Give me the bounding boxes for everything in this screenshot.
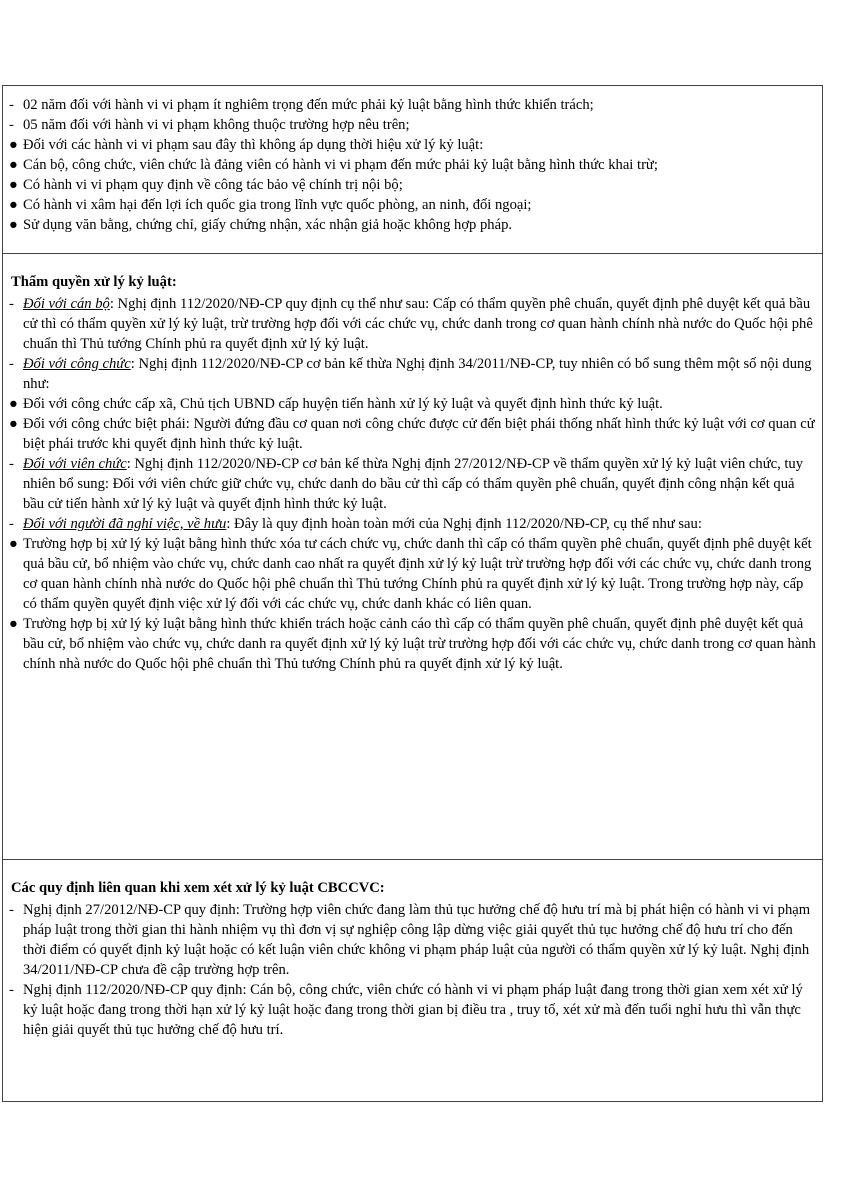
list-item	[3, 414, 822, 454]
list-marker: -	[9, 456, 14, 472]
section-heading: Các quy định liên quan khi xem xét xử lý kỷ luật CBCCVC:	[11, 880, 385, 896]
list-marker: -	[9, 97, 14, 113]
list-item	[3, 215, 822, 235]
list-item-text: Đối với công chức cấp xã, Chủ tịch UBND cấp huyện tiến hành xử lý kỷ luật và quyết định hình thức kỷ luật.	[23, 396, 663, 412]
list-item	[3, 175, 822, 195]
section-2-content	[3, 254, 822, 674]
list-item	[3, 195, 822, 215]
list-item-text: Trường hợp bị xử lý kỷ luật bằng hình thức khiển trách hoặc cảnh cáo thì cấp có thẩm quyền phê chuẩn, quyết định phê duyệt kết quả bầu cử, bổ nhiệm vào chức vụ, chức danh ra quyết định xử lý kỷ luật trừ trường hợp đối với các chức vụ, chức danh trong cơ quan hành chính nhà nước do Quốc hội phê chuẩn thì Thủ tướng Chính phủ ra quyết định xử lý kỷ luật.	[23, 616, 816, 672]
list-marker: -	[9, 902, 14, 918]
list-marker: ●	[9, 197, 18, 213]
document-box	[2, 85, 823, 1102]
list-marker: -	[9, 516, 14, 532]
list-item	[3, 354, 822, 394]
section-statute-of-limitations	[3, 86, 822, 254]
list-marker: -	[9, 296, 14, 312]
list-marker: -	[9, 982, 14, 998]
list-item	[3, 95, 822, 115]
list-item-label: Đối với cán bộ	[23, 296, 110, 312]
list-item-text: Trường hợp bị xử lý kỷ luật bằng hình thức xóa tư cách chức vụ, chức danh thì cấp có thẩm quyền phê chuẩn, quyết định phê duyệt kết quả bầu cử, bổ nhiệm vào chức vụ, chức danh cao nhất ra quyết định xử lý kỷ luật trừ trường hợp đối với các chức vụ, chức danh trong cơ quan hành chính nhà nước do Quốc hội phê chuẩn thì Thủ tướng Chính phủ ra quyết định xử lý kỷ luật. Trong trường hợp này, cấp có thẩm quyền quyết định việc xử lý đối với các chức vụ, chức danh khác có liên quan.	[23, 536, 812, 612]
list-item	[3, 155, 822, 175]
list-item	[3, 534, 822, 614]
list-marker: ●	[9, 177, 18, 193]
list-item-text: : Nghị định 112/2020/NĐ-CP cơ bản kế thừa Nghị định 27/2012/NĐ-CP về thẩm quyền xử lý kỷ luật viên chức, tuy nhiên bổ sung: Đối với viên chức giữ chức vụ, chức danh do bầu cử thì cấp có thẩm quyền phê chuẩn, quyết định công nhận kết quả bầu cử tiến hành xử lý kỷ luật và quyết định hình thức kỷ luật.	[23, 456, 804, 512]
list-item	[3, 980, 822, 1040]
list-marker: ●	[9, 157, 18, 173]
list-marker: -	[9, 356, 14, 372]
list-item-text: 05 năm đối với hành vi vi phạm không thuộc trường hợp nêu trên;	[23, 117, 410, 133]
list-marker: ●	[9, 536, 18, 552]
section-3-content	[3, 860, 822, 1040]
list-item-label: Đối với người đã nghỉ việc, về hưu	[23, 516, 227, 532]
list-item-text: : Nghị định 112/2020/NĐ-CP quy định cụ thể như sau: Cấp có thẩm quyền phê chuẩn, quyết định phê duyệt kết quả bầu cử thì có thẩm quyền xử lý kỷ luật, trừ trường hợp đối với các chức vụ, chức danh trong cơ quan hành chính nhà nước do Quốc hội phê chuẩn thì Thủ tướng Chính phủ ra quyết định xử lý kỷ luật.	[23, 296, 813, 352]
list-item	[3, 454, 822, 514]
list-marker: ●	[9, 396, 18, 412]
list-item-label: Đối với viên chức	[23, 456, 127, 472]
list-item-text: 02 năm đối với hành vi vi phạm ít nghiêm trọng đến mức phải kỷ luật bằng hình thức khiển trách;	[23, 97, 594, 113]
list-item-label: Đối với công chức	[23, 356, 131, 372]
section-1-content	[3, 86, 822, 235]
list-item-text: Cán bộ, công chức, viên chức là đảng viên có hành vi vi phạm đến mức phải kỷ luật bằng hình thức khai trừ;	[23, 157, 658, 173]
list-marker: ●	[9, 137, 18, 153]
list-item-text: Có hành vi xâm hại đến lợi ích quốc gia trong lĩnh vực quốc phòng, an ninh, đối ngoại;	[23, 197, 532, 213]
section-disciplinary-authority	[3, 254, 822, 860]
list-item	[3, 514, 822, 534]
list-marker: ●	[9, 217, 18, 233]
list-marker: ●	[9, 616, 18, 632]
list-marker: ●	[9, 416, 18, 432]
list-item	[3, 135, 822, 155]
list-item-text: Đối với các hành vi vi phạm sau đây thì không áp dụng thời hiệu xử lý kỷ luật:	[23, 137, 484, 153]
list-item-text: Sử dụng văn bằng, chứng chỉ, giấy chứng nhận, xác nhận giả hoặc không hợp pháp.	[23, 217, 513, 233]
list-item	[3, 294, 822, 354]
list-item	[3, 614, 822, 674]
list-item-text: : Đây là quy định hoàn toàn mới của Nghị định 112/2020/NĐ-CP, cụ thể như sau:	[226, 516, 702, 532]
list-item	[3, 900, 822, 980]
list-item-text: Nghị định 27/2012/NĐ-CP quy định: Trường hợp viên chức đang làm thủ tục hưởng chế độ hưu trí mà bị phát hiện có hành vi vi phạm pháp luật trong thời gian thi hành nhiệm vụ thì đơn vị sự nghiệp công lập dừng việc giải quyết thủ tục hưởng chế độ hưu trí cho đến thời điểm có quyết định kỷ luật hoặc có kết luận viên chức không vi phạm pháp luật của người có thẩm quyền xử lý kỷ luật. Nghị định 34/2011/NĐ-CP chưa đề cập trường hợp trên.	[23, 902, 811, 978]
list-item	[3, 115, 822, 135]
list-item-text: Có hành vi vi phạm quy định về công tác bảo vệ chính trị nội bộ;	[23, 177, 403, 193]
list-item-text: Đối với công chức biệt phái: Người đứng đầu cơ quan nơi công chức được cử đến biệt phái thống nhất hình thức kỷ luật với cơ quan cử biệt phái trước khi quyết định hình thức kỷ luật.	[23, 416, 815, 452]
section-heading: Thẩm quyền xử lý kỷ luật:	[11, 274, 177, 290]
list-item-text: : Nghị định 112/2020/NĐ-CP cơ bản kế thừa Nghị định 34/2011/NĐ-CP, tuy nhiên có bổ sung thêm một số nội dung như:	[23, 356, 812, 392]
list-marker: -	[9, 117, 14, 133]
section-related-regulations	[3, 860, 822, 1103]
list-item-text: Nghị định 112/2020/NĐ-CP quy định: Cán bộ, công chức, viên chức có hành vi vi phạm pháp luật đang trong thời gian xem xét xử lý kỷ luật hoặc đang trong thời hạn xử lý kỷ luật hoặc đang trong thời gian bị điều tra , truy tố, xét xử mà đến tuổi nghỉ hưu thì vẫn thực hiện giải quyết thủ tục hưởng chế độ hưu trí.	[23, 982, 803, 1038]
list-item	[3, 394, 822, 414]
